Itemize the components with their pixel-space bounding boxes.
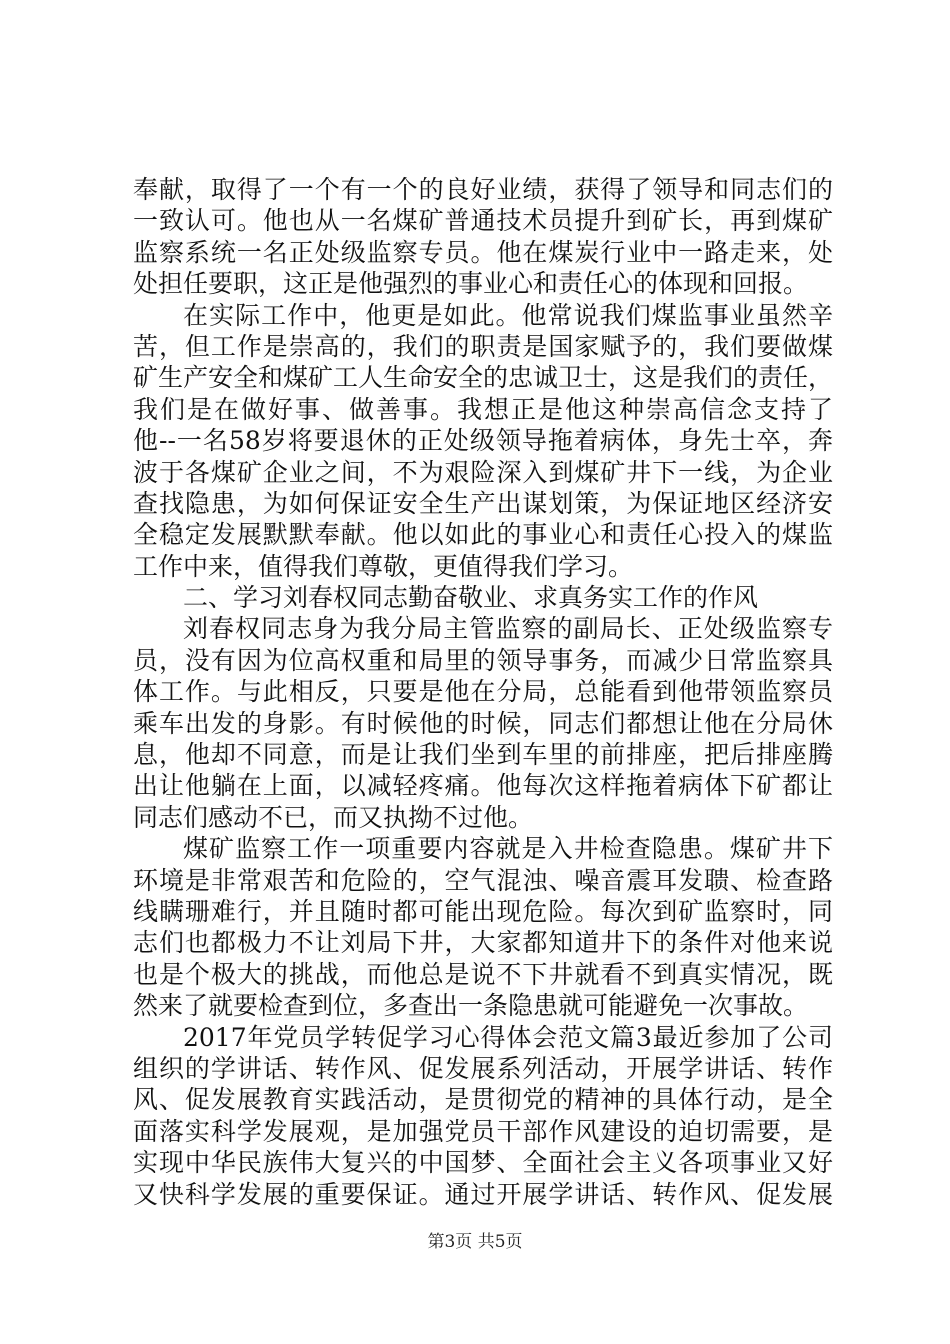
document-body — [133, 174, 833, 1210]
text-line: 波于各煤矿企业之间，不为艰险深入到煤矿井下一线，为企业 — [133, 457, 833, 487]
text-line: 在实际工作中，他更是如此。他常说我们煤监事业虽然辛 — [183, 300, 833, 330]
page-footer — [0, 1230, 950, 1254]
text-line: 组织的学讲话、转作风、促发展系列活动，开展学讲话、转作 — [133, 1053, 833, 1083]
text-line: 也是个极大的挑战，而他总是说不下井就看不到真实情况，既 — [133, 959, 833, 989]
text-line: 处担任要职，这正是他强烈的事业心和责任心的体现和回报。 — [133, 269, 809, 299]
text-line: 矿生产安全和煤矿工人生命安全的忠诚卫士，这是我们的责任， — [133, 363, 834, 393]
text-line: 他--一名58岁将要退休的正处级领导拖着病体，身先士卒，奔 — [133, 426, 833, 456]
text-line: 志们也都极力不让刘局下井，大家都知道井下的条件对他来说 — [133, 928, 833, 958]
text-line: 苦，但工作是崇高的，我们的职责是国家赋予的，我们要做煤 — [133, 331, 833, 361]
text-line: 实现中华民族伟大复兴的中国梦、全面社会主义各项事业又好 — [133, 1148, 833, 1178]
text-line: 奉献，取得了一个有一个的良好业绩，获得了领导和同志们的 — [133, 175, 833, 204]
text-line: 又快科学发展的重要保证。通过开展学讲话、转作风、促发展 — [133, 1179, 833, 1209]
text-line: 我们是在做好事、做善事。我想正是他这种崇高信念支持了 — [133, 394, 833, 424]
text-line: 煤矿监察工作一项重要内容就是入井检查隐患。煤矿井下 — [183, 834, 833, 864]
text-line: 查找隐患，为如何保证安全生产出谋划策，为保证地区经济安 — [133, 488, 833, 518]
text-line: 出让他躺在上面，以减轻疼痛。他每次这样拖着病体下矿都让 — [133, 771, 833, 801]
text-line: 面落实科学发展观，是加强党员干部作风建设的迫切需要，是 — [133, 1116, 833, 1146]
text-line: 员，没有因为位高权重和局里的领导事务，而减少日常监察具 — [133, 645, 833, 675]
text-line: 息，他却不同意，而是让我们坐到车里的前排座，把后排座腾 — [133, 740, 833, 770]
text-line: 监察系统一名正处级监察专员。他在煤炭行业中一路走来，处 — [133, 237, 833, 267]
text-line: 二、学习刘春权同志勤奋敬业、求真务实工作的作风 — [183, 583, 759, 613]
text-line: 风、促发展教育实践活动，是贯彻党的精神的具体行动，是全 — [133, 1085, 833, 1115]
text-line: 体工作。与此相反，只要是他在分局，总能看到他带领监察员 — [133, 677, 833, 707]
page-number-label: 第3页 共5页 — [427, 1232, 523, 1252]
text-line: 刘春权同志身为我分局主管监察的副局长、正处级监察专 — [183, 614, 833, 644]
text-line: 乘车出发的身影。有时候他的时候，同志们都想让他在分局休 — [133, 708, 833, 738]
text-line: 全稳定发展默默奉献。他以如此的事业心和责任心投入的煤监 — [133, 520, 833, 550]
text-line: 同志们感动不已，而又执拗不过他。 — [133, 802, 534, 832]
text-line: 然来了就要检查到位，多查出一条隐患就可能避免一次事故。 — [133, 991, 809, 1021]
text-line: 线瞒珊难行，并且随时都可能出现危险。每次到矿监察时，同 — [133, 896, 833, 926]
text-line: 环境是非常艰苦和危险的，空气混浊、噪音震耳发聩、检查路 — [133, 865, 833, 895]
text-line: 2017年党员学转促学习心得体会范文篇3最近参加了公司 — [183, 1022, 833, 1052]
text-line: 工作中来，值得我们尊敬，更值得我们学习。 — [133, 551, 634, 581]
text-line: 一致认可。他也从一名煤矿普通技术员提升到矿长，再到煤矿 — [133, 206, 833, 236]
